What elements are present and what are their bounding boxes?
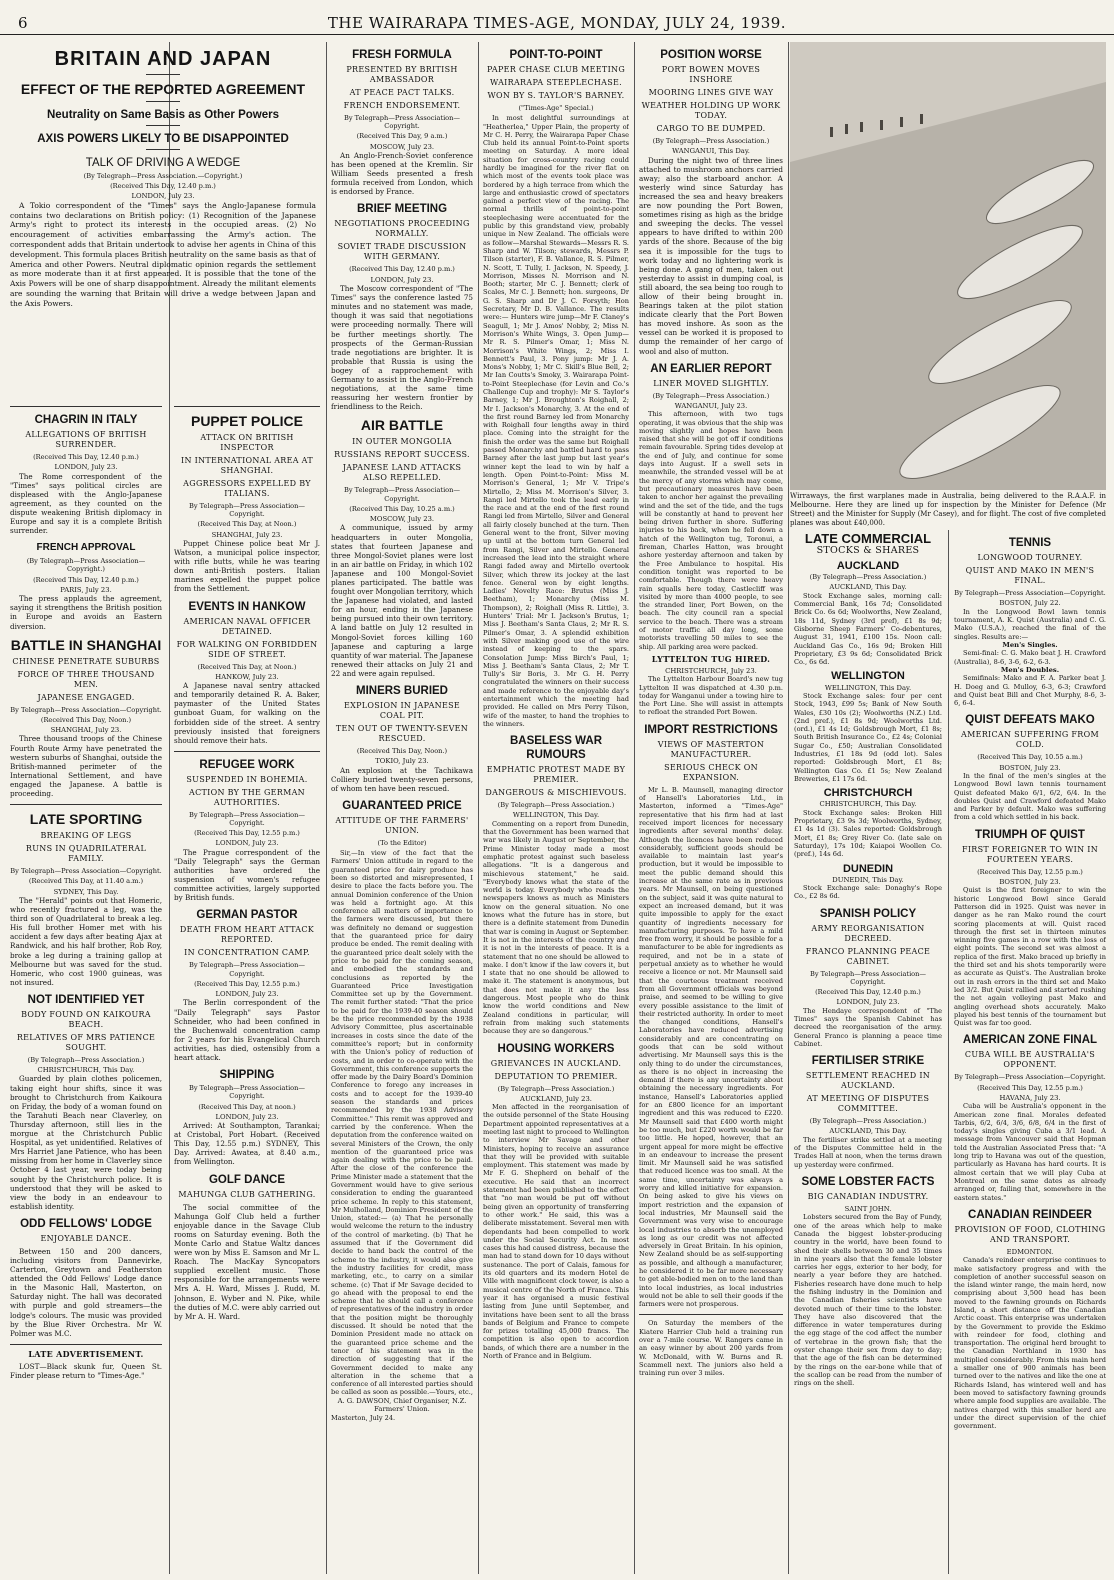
subheadline: IN CONCENTRATION CAMP. bbox=[184, 948, 310, 958]
dateline: AUCKLAND, This Day. bbox=[829, 1127, 907, 1136]
received: (Received This Day, 12.40 p.m.) bbox=[815, 988, 921, 997]
article-body: The Hendaye correspondent of "The Times" says the Spanish Cabinet has decreed the reorganisation of the army. General Franco is planning a peace time Cabinet. bbox=[794, 1006, 942, 1048]
headline: IMPORT RESTRICTIONS bbox=[644, 723, 778, 736]
dateline: SYDNEY, This Day. bbox=[53, 887, 119, 896]
photo-wirraways bbox=[790, 42, 1106, 490]
article-body: Arrived: At Southampton, Tarankai; at Cristobal, Port Hobart. (Received This Day, 12.55 p.m.) SYDNEY, This Day. Arrived: Awatea, at 8.40 a.m., from Wellington. bbox=[174, 1121, 320, 1167]
headline: AN EARLIER REPORT bbox=[650, 362, 772, 375]
column-rule bbox=[634, 42, 635, 1574]
received: (Received This Day, Noon.) bbox=[40, 715, 132, 724]
received: (Received This Day, 12.55 p.m.) bbox=[194, 829, 300, 838]
subheadline: VIEWS OF MASTERTON MANUFACTURER. bbox=[657, 739, 765, 759]
dateline: LONDON, July 23. bbox=[131, 192, 195, 201]
byline: By Telegraph—Press Association—Copyright. bbox=[189, 1084, 305, 1101]
subheadline: GRIEVANCES IN AUCKLAND. bbox=[490, 1058, 622, 1068]
subheadline: DEATH FROM HEART ATTACK REPORTED. bbox=[179, 925, 315, 945]
dateline: WELLINGTON, This Day. bbox=[512, 811, 600, 820]
article-body: Stock Exchange sales, morning call: Commercial Bank, 16s 7d; Consolidated Brick Co. 6s 6d; Woolworths, New Zealand, 18s 11d, Sydney (3rd pref), £1 8s 9d; Gisborne Sheep Farmers' Co-debentures, August 31, 1941, £100 15s. Noon call: Auckland Gas Co., 16s 9d; Broken Hill Proprietary, £3 9s 6d; Consolidated Brick Co., 6s 6d. bbox=[794, 591, 942, 667]
headline: FRENCH APPROVAL bbox=[36, 542, 136, 554]
subheadline: RUNS IN QUADRILATERAL FAMILY. bbox=[25, 844, 147, 864]
headline: GUARANTEED PRICE bbox=[342, 799, 462, 812]
headline: TRIUMPH OF QUIST bbox=[975, 828, 1085, 841]
article-body: In the final of the men's singles at the Longwood Bowl lawn tennis tournament Quist defeated Mako 6/1, 6/2, 6/4. In the doubles Quist and Crawford defeated Mako and Parker by default. Mako was suffering from a cold which settled in his back. bbox=[954, 772, 1106, 822]
subheadline: DEPUTATION TO PREMIER. bbox=[494, 1071, 618, 1081]
headline: BRITAIN AND JAPAN bbox=[54, 48, 272, 70]
headline: PUPPET POLICE bbox=[190, 413, 304, 429]
article-body: Between 150 and 200 dancers, including visitors from Dannevirke, Carterton, Greytown and Featherston attended the Odd Fellows' Lodge dance in the Masonic Hall, Masterton, on Saturday night. The hall was decorated with purple and gold streamers—the lodge's colours. The music was provided by the Blue River Orchestra. Mr W. Polmer was M.C. bbox=[10, 1246, 162, 1338]
byline: (By Telegraph—Press Association.) bbox=[652, 137, 770, 145]
headline: GERMAN PASTOR bbox=[196, 909, 298, 922]
headline: WELLINGTON bbox=[831, 670, 905, 683]
headline: ODD FELLOWS' LODGE bbox=[20, 1217, 152, 1230]
article-body: Stock Exchange sales: four per cent Stock, 1943, £99 5s; Bank of New South Wales, £30 10s (2); Woolworths (N.Z.) Ltd. (2nd pref.), £1 8s 9d; Woolworths Ltd. (ord.), £1 4s 1d; Goldsbrough Mort, £1 8s; South British Insurance Co., £2 4s; Colonial Sugar Co., £50; Australian Consolidated Industries, £1 18s 9d (odd lot). Sales reported: Goldsbrough Mort, £1 8s; Wellington Gas Co. £1 5s; New Zealand Breweries, £1 17s 6d. bbox=[794, 691, 942, 783]
subheadline: FORCE OF THREE THOUSAND MEN. bbox=[17, 669, 155, 689]
subheadline: ARMY REORGANISATION DECREED. bbox=[811, 923, 925, 943]
subheadline: NEGOTIATIONS PROCEEDING NORMALLY. bbox=[334, 219, 470, 239]
article-body: Lobsters secured from the Bay of Fundy, one of the areas which help to make Canada the biggest lobster-producing country in the world, have been found to shed their shells between 30 and 35 times in nine years also that the female lobster carries her eggs, exterior to her body, for nearly a year before they are hatched. Fisheries research have done much to help the fishing industry in the Dominion and the Canadian fisheries scientists have devoted much of their time to the lobster. They have also discovered that the difference in water temperatures during the egg stage of the cod affect the number of vertebrae in the grown fish; that the oyster change their sex from day to day; that the age of the fish can be determined by the rings on the ear-bone while that of the scallop can be read from the number of rings on the shell. bbox=[794, 1213, 942, 1388]
byline: (By Telegraph—Press Association.) bbox=[27, 1055, 145, 1064]
subheadline: BODY FOUND ON KAIKOURA BEACH. bbox=[21, 1009, 151, 1029]
subheadline: BREAKING OF LEGS bbox=[40, 831, 132, 841]
article-body: An Anglo-French-Soviet conference has been opened at the Kremlin. Sir William Seeds presented a fresh formula received from London, which is endorsed by France. bbox=[331, 151, 473, 197]
column-rule bbox=[788, 42, 789, 1574]
dateline: LONDON, July 23. bbox=[370, 275, 434, 284]
received: (Received This Day, at noon.) bbox=[198, 1102, 296, 1111]
subheadline: ENJOYABLE DANCE. bbox=[40, 1233, 132, 1243]
dateline: SAINT JOHN. bbox=[844, 1204, 892, 1213]
article-body: Three thousand troops of the Chinese Fourth Route Army have penetrated the western suburbs of Shanghai, outside the British-manned perimeter of the International Settlement, and have engaged the Japanese. A battle is proceeding. bbox=[10, 734, 162, 799]
dateline: MOSCOW, July 23. bbox=[369, 515, 435, 524]
headline: BASELESS WAR RUMOURS bbox=[509, 735, 602, 762]
dateline: WANGANUI, July 23. bbox=[674, 401, 748, 410]
received: (Received This Day, 12.55 p.m.) bbox=[194, 979, 300, 988]
headline: SOME LOBSTER FACTS bbox=[801, 1175, 935, 1188]
received: (Received This Day, 12.40 p.m.) bbox=[349, 265, 455, 274]
subheadline: LINER MOVED SLIGHTLY. bbox=[653, 378, 769, 388]
subheadline: PROVISION OF FOOD, CLOTHING AND TRANSPORT. bbox=[954, 1224, 1106, 1244]
received: (Received This Day, 12.55 p.m.) bbox=[977, 867, 1083, 876]
signature: A. G. DAWSON, Chief Organiser, N.Z. Farmers' Union. bbox=[337, 1396, 467, 1414]
dateline: MOSCOW, July 23. bbox=[369, 142, 435, 151]
subheadline: Neutrality on Same Basis as Other Powers bbox=[46, 109, 279, 121]
headline: TENNIS bbox=[1008, 537, 1052, 549]
article-body: Guarded by plain clothes policemen, taking eight hour shifts, since it was brought to Christchurch from Kaikoura on Friday, the body of a woman found on the Tarahuti Beach near Claverley, on Thursday afternoon, still lies in the morgue at the Christchurch Public Hospital, as yet unidentified. Relatives of Mrs Harriet Jane Patience, who has been missing from her home in Claverley since October 4 last year, were today being sought by the Christchurch police. It is understood that they will be asked to view the body in an endeavour to establish identity. bbox=[10, 1074, 162, 1211]
headline: GOLF DANCE bbox=[208, 1173, 286, 1186]
subheadline: CUBA WILL BE AUSTRALIA'S OPPONENT. bbox=[964, 1050, 1096, 1070]
dateline: SHANGHAI, July 23. bbox=[50, 726, 122, 735]
photo-caption: Wirraways, the first warplanes made in Australia, being delivered to the R.A.A.F. in Melbourne. Here they are lined up for inspection by the Minister for Defence (Mr Street) and the Minister for Supply (Mr Casey), and for flight. The cost of five completed planes was about £40,000. bbox=[790, 492, 1106, 527]
dateline: BOSTON, July 23. bbox=[999, 763, 1061, 772]
dateline: TOKIO, July 23. bbox=[375, 757, 429, 766]
dateline: Masterton, July 24. bbox=[331, 1413, 396, 1422]
headline: AMERICAN ZONE FINAL bbox=[962, 1034, 1098, 1047]
subheadline: AMERICAN SUFFERING FROM COLD. bbox=[961, 730, 1099, 750]
byline: By Telegraph—Press Association—Copyright. bbox=[189, 502, 305, 519]
article-body: An explosion at the Tachikawa Colliery buried twenty-seven persons, of whom ten have been rescued. bbox=[331, 765, 473, 793]
byline: (By Telegraph—Press Association.) bbox=[497, 801, 615, 810]
headline: POSITION WORSE bbox=[660, 49, 762, 61]
column-rule bbox=[478, 42, 479, 1574]
subheadline: ACTION BY THE GERMAN AUTHORITIES. bbox=[189, 787, 305, 807]
dateline: HAVANA, July 23. bbox=[999, 1093, 1061, 1102]
headline: CHRISTCHURCH bbox=[823, 787, 913, 800]
headline: SHIPPING bbox=[219, 1069, 275, 1082]
headline: DUNEDIN bbox=[842, 862, 894, 875]
subheadline: MOORING LINES GIVE WAY bbox=[648, 88, 774, 97]
article-body: In the Longwood Bowl lawn tennis tournament, A. K. Quist (Australia) and C. G. Mako (U.S.A.), reached the final of the singles. Results are:— bbox=[954, 607, 1106, 641]
column-4 bbox=[483, 42, 629, 1574]
byline: (By Telegraph—Press Association.—Copyright.) bbox=[83, 172, 243, 180]
received: (Received This Day, 10.25 a.m.) bbox=[349, 504, 455, 513]
article-body: LOST—Black skunk fur, Queen St. Finder please return to "Times-Age." bbox=[10, 1361, 162, 1380]
subheadline: LONGWOOD TOURNEY. bbox=[977, 553, 1083, 562]
column-rule bbox=[326, 42, 327, 1574]
subheadline: TALK OF DRIVING A WEDGE bbox=[85, 157, 241, 169]
subheadline: WEATHER HOLDING UP WORK TODAY. bbox=[641, 101, 781, 120]
article-body: Sir,—In view of the fact that the Farmers' Union attitude in regard to the guaranteed price for dairy produce has been so distorted and misrepresented, I desire to place the facts before you. The annual Dominion conference of the Union was held a fortnight ago. At this conference all matters of importance to the farmers were discussed, but there was definitely no demand or suggestion that the guaranteed price for dairy produce be ended. The remit dealing with the guaranteed price dealt solely with the price to be paid for the coming season, and embodied the standards and conclusions as reported by the Guaranteed Price Investigation Committee set up by the Government. The remit further stated: "That the price to be paid for the 1939-40 season should be the price recommended by the 1938 Advisory Committee, plus ascertainable increases in costs since the date of the committee's report; but in conformity with the Union's policy of reduction of costs, and in order to co-operate with the Government, this conference supports the offer made by the Dairy Board's Dominion Conference to forego any increases in costs and to accept for the 1939-40 season the standards and prices recommended by the 1938 Advisory Committee." This remit was approved and carried by the conference. When the deputation from the conference waited on several Ministers of the Crown, the only mention of the guaranteed price was again dealing with the price to be paid. After the close of the conference the Prime Minister made a statement that the Government would have to give serious consideration to ending the guaranteed price scheme. In reply to this statement, Mr Mulholland, Dominion President of the Union, stated:— (a) That he personally would welcome the return to the industry of the control of marketing. (b) That he assumed that if the Government did decide to hand back the control of the scheme to the industry, it would also give the industry facilities for credit, mass marketing, etc., to carry on a similar scheme. (c) That if Mr Savage decided to go ahead with the proposal to end the scheme that he should call a conference of representatives of the industry in order that the position might be thoroughly discussed. It should be noted that the Dominion President made no attack on the guaranteed price scheme and the tenor of his statement was in the direction of suggesting that if the Government decided to make any alteration in the scheme that a conference of all interested parties should be called as soon as possible.—Yours, etc., bbox=[331, 849, 473, 1397]
dateline: WELLINGTON, This Day. bbox=[824, 683, 912, 692]
article-body: This afternoon, with two tugs operating, it was obvious that the ship was moving slightly and hopes have been raised that she will be got off if conditions remain favourable. Spring tides develop at the end of July, and continue for some days into August. If a swell sets in meanwhile, the stranded vessel will be at the mercy of any storms which may come, but precautionary measures have been taken to anchor her against the prevailing wind and the set of the tide, and the tugs will be constantly at hand to prevent her being driven further in shore. Suffering injuries to his back, when he fell down a hatch of the Wellington tug, Toronui, a fireman, Charles Hatton, was brought ashore yesterday afternoon and taken by the Free Ambulance to hospital. His condition tonight was reported to be comfortable. Though there were heavy rain squalls here today, Castlecliff was visited by more than 4000 people, to see the stranded liner, Port Bowen, on the beach. The city council ran a special service to the beach. There was a stream of motor traffic all day long, some motorists travelling 50 miles to see the ship. All parking area were packed. bbox=[639, 410, 783, 651]
received: (Received This Day, 9 a.m.) bbox=[356, 132, 448, 141]
dateline: EDMONTON. bbox=[1006, 1247, 1054, 1256]
subheadline: IN OUTER MONGOLIA bbox=[352, 437, 452, 447]
article-body: In most delightful surroundings at "Heatherlea," Upper Plain, the property of Mr C. H. Perry, the Wairarapa Paper Chase Club held its annual Point-to-Point sports meeting on Saturday. A more ideal situation for cross-country racing could hardly be imagined for the river flat on which most of the events took place was bordered by a high terrace from which the large and enthusiastic crowd of spectators gained a perfect view of the racing. The normal thrills of point-to-point steeplechasing were accentuated for the public by this grandstand view, probably unique in New Zealand. The officials were as follow—Marshal Stewards—Messrs R. S. Sharp and W. Tilson; stewards, Messrs P. Tilson (starter), F. B. Vallance, R. S. Pilmer, N. Scott, T. Tully, I. Jackson, N. Speedy, J. Morrison, Misses N. Morrison and N. Booth; starter, Mr C. J. Bennett; clerk of Scales, Mr C. J. Bennett; hon. surgeons, Dr G. S. Sharp and Dr J. C. Forsyth; Hon Secretary, Mr D. B. Vallance. The results were:— Hunters wire jump—Mr F. Claney's Seagull, 1; Mr J. Amos' Nobby, 2; Miss N. Morrison's White Wings, 3. Open Jump—Mr R. S. Pilmer's Omar, 1; Miss N. Morrison's White Wings, 2; Miss I. Bennett's Paul, 3. Pony jump: Mr J. A. Mons's Nobby, 1; Mr C. Skill's Blue Bell, 2; Mr Ian Coutts's Smoky, 3. Wairarapa Point-to-Point Steeplechase (for Levin and Co.'s Challenge Cup and trophy): Mr S. Taylor's Barney, 1; Mr J. Broughton's Roighall, 2; Mr I. Jackson's Monarchy, 3. At the end of the first round Barney led from Monarchy with Roighall four lengths away in third place. Coming into the straight for the finish the order was the same but Roighall passed Monarchy and battled hard to pass Barney after the last jump but last year's winner kept the lead to win by half a length. Open Point-to-Point: Miss M. Morrison's General, 1; Mr V. Tripe's Mirtello, 2; Miss M. Morrison's Silver, 3. Rangi led Mirtello took the lead early in the race and at the end of the first round Rangi led from Mirtello, Silver and General all fairly closely bunched at the turn. Then General went to the front, Silver moving up until at the bottom turn General led from Rangi, Silver and Mirtello. General increased the lead into the straight where Rangi faded away and Mirtello overtook Silver, which threw its jockey at the last fence. General won by eight lengths. Ladies' Novelty Race: Brutus (Miss J. Beetham), 1; Monarchy (Miss M. Thompson), 2; Roighall (Miss R. Little), 3. Hunters' Trial: Mr I. Jackson's Brutus, 1; Miss J. Beetham's Santa Claus, 2; Mr R. S. Pilmer's Omar, 3. A splendid exhibition with Silver making good use of the wire instead of keeping to the spars. Consolation Jump: Miss Birch's Paul, 1; Miss J. Beetham's Santa Claus, 2; Mr T. Tully's Sir Boris, 3. Mr G. H. Perry congratulated the winners on their success and made reference to the enjoyable day's entertainment which the meeting had provided. He called on Mrs Perry Tilson, wife of the master, to hand the trophies to the winners. bbox=[483, 114, 629, 728]
subheadline: EXPLOSION IN JAPANESE COAL PIT. bbox=[343, 701, 461, 721]
headline: EFFECT OF THE REPORTED AGREEMENT bbox=[20, 81, 306, 97]
subheadline: TEN OUT OF TWENTY-SEVEN RESCUED. bbox=[335, 724, 469, 744]
article-britain-japan bbox=[10, 42, 316, 392]
headline: POINT-TO-POINT bbox=[509, 49, 603, 61]
dateline: AUCKLAND, This Day. bbox=[829, 583, 907, 592]
dateline: LONDON, July 23. bbox=[215, 839, 279, 848]
article-body: Puppet Chinese police beat Mr J. Watson, a municipal police inspector, with rifle butts, while he was tearing down anti-British posters. Italian marines expelled the puppet police from the Settlement. bbox=[174, 539, 320, 594]
byline: By Telegraph—Press Association—Copyright. bbox=[344, 114, 460, 131]
column-3 bbox=[331, 42, 473, 1574]
headline: REFUGEE WORK bbox=[199, 758, 295, 771]
received: (Received This Day, 12.40 p.m.) bbox=[110, 182, 216, 191]
subheadline: JAPANESE LAND ATTACKS ALSO REPELLED. bbox=[342, 463, 462, 483]
subheadline: BIG CANADIAN INDUSTRY. bbox=[807, 1191, 929, 1201]
subheadline: PRESENTED BY BRITISH AMBASSADOR bbox=[346, 65, 458, 84]
article-body: The Lyttelton Harbour Board's new tug Lyttelton II was dispatched at 4.30 p.m. today for Wanganui under a towing hire to the Port Line. She will assist in attempts to refloat the stranded Port Bowen. bbox=[639, 675, 783, 717]
article-body: Stock Exchange sale: Donaghy's Rope Co., £2 8s 6d. bbox=[794, 884, 942, 901]
dateline: BOSTON, July 22. bbox=[999, 599, 1061, 608]
article-body: A communique, issued by army headquarters in outer Mongolia, states that fourteen Japanese and three Mongol-Soviet planes were lost in an air battle on Friday, in which 102 Japanese and 100 Mongol-Soviet planes participated. The battle was fought over Mongolian territory, which the Japanese had violated, and lasted for an hour, ending in the Japanese being pursued into their own territory. A land battle on July 12 resulted in Mongol-Soviet forces killing 160 Japanese and capturing a large quantity of war material. The Japanese renewed their attacks on July 21 and 22 and were again repulsed. bbox=[331, 523, 473, 678]
headline: EVENTS IN HANKOW bbox=[188, 600, 306, 613]
column-rule bbox=[948, 530, 949, 1574]
dateline: CHRISTCHURCH, July 23. bbox=[665, 666, 757, 675]
byline: By Telegraph—Press Association—Copyright. bbox=[189, 961, 305, 978]
byline: By Telegraph—Press Association—Copyright. bbox=[10, 867, 162, 876]
headline: BATTLE IN SHANGHAI bbox=[10, 636, 162, 653]
article-body: On Saturday the members of the Kiatere Harrier Club held a training run over a 7-mile course. W. Rangers came in an easy winner by about 200 yards from W. McDonald, with W. Burns and R. Scammell next. The juniors also held a training run over 3 miles. bbox=[639, 1319, 783, 1378]
article-body: Quist is the first foreigner to win the historic Longwood Bowl since Gerald Patterson did in 1925. Quist was never in danger as he ran Mako round the court scoring placements at will. Quist raced through the first set in thirteen minutes winning five games in a row with the loss of eight points. The second set was almost a replica of the first. Mako braced up briefly in the third set and his shots temporarily were as accurate as Quist's. The Australian broke out in rash errors in the third set and Mako led 3/2. But Quist rallied and started rushing the net again volleying past Mako and angling overhead shots accurately. Mako played his best tennis of the tournament but Quist was far too good. bbox=[954, 886, 1106, 1028]
subheadline: FRANCO PLANNING PEACE CABINET. bbox=[805, 946, 931, 966]
received: (Received This Day, Noon.) bbox=[356, 747, 448, 756]
headline: FRESH FORMULA bbox=[352, 49, 452, 61]
article-body: Stock Exchange sales: Broken Hill Proprietary, £3 9s 3d; Woolworths, Sydney, £1 4s 1d (3). Sales reported: Goldsbrough Mort, £1 8s; Grey River Co. (late sale on Saturday), 17s 10d; Kaiapoi Woollen Co. (pref.), 14s 6d. bbox=[794, 808, 942, 859]
dateline: HANKOW, July 23. bbox=[215, 672, 279, 681]
received: (Received This Day, at Noon.) bbox=[197, 662, 297, 671]
byline: (By Telegraph—Press Association—Copyright.) bbox=[26, 557, 146, 574]
subheadline: FOR WALKING ON FORBIDDEN SIDE OF STREET. bbox=[176, 639, 318, 659]
headline: HOUSING WORKERS bbox=[497, 1042, 615, 1055]
subheadline: ATTACK ON BRITISH INSPECTOR bbox=[200, 433, 294, 452]
subheadline: CARGO TO BE DUMPED. bbox=[656, 124, 766, 133]
article-body: The Moscow correspondent of "The Times" says the conference lasted 75 minutes and no statement was made, though it was said that negotiations were proceeding normally. There will be further meetings shortly. The prospects of the German-Russian trade negotiations are brighter. It is probable that Russia is using the bogey of a rapprochement with Germany to assist in the Anglo-French negotiations, at the same time reassuring her western frontier by friendliness to the Reich. bbox=[331, 284, 473, 412]
subheadline: SOVIET TRADE DISCUSSION WITH GERMANY. bbox=[337, 242, 467, 262]
dateline: BOSTON, July 23. bbox=[999, 877, 1061, 886]
column-2 bbox=[174, 400, 320, 1574]
dateline: CHRISTCHURCH, This Day. bbox=[37, 1066, 135, 1075]
subheadline: RUSSIANS REPORT SUCCESS. bbox=[334, 450, 470, 460]
article-body: The press applauds the agreement, saying it strengthens the British position in Europe and avoids an Eastern diversion. bbox=[10, 594, 162, 631]
aircraft-photo-icon bbox=[790, 42, 1106, 490]
subheadline: FRENCH ENDORSEMENT. bbox=[343, 101, 461, 110]
headline: FERTILISER STRIKE bbox=[811, 1055, 925, 1068]
headline: AUCKLAND bbox=[836, 560, 900, 573]
article-body: Semi-final: C. G. Mako beat J. H. Crawford (Australia), 8-6, 3-6, 6-2, 6-3. bbox=[954, 649, 1106, 666]
byline: (By Telegraph—Press Association.) bbox=[497, 1084, 615, 1093]
article-body: The Berlin correspondent of the "Daily Telegraph" says Pastor Schneider, who had been confined in the Buchenwald concentration camp for 2 years for his Evangelical Church activities, has died, ostensibly from a heart attack. bbox=[174, 998, 320, 1062]
to-editor: (To the Editor) bbox=[377, 838, 427, 847]
subheadline: SUSPENDED IN BOHEMIA. bbox=[186, 774, 308, 784]
subheadline: ATTITUDE OF THE FARMERS' UNION. bbox=[335, 815, 469, 835]
subheadline: ALLEGATIONS OF BRITISH SURRENDER. bbox=[25, 430, 147, 449]
received: (Received This Day, 10.55 a.m.) bbox=[977, 753, 1083, 762]
subheadline: SERIOUS CHECK ON EXPANSION. bbox=[664, 762, 758, 782]
masthead bbox=[0, 8, 1114, 35]
subheadline: FIRST FOREIGNER TO WIN IN FOURTEEN YEARS. bbox=[961, 844, 1099, 864]
article-body: A Japanese naval sentry attacked and temporarily detained R. A. Baker, paymaster of the United States gunboat Guam, for walking on the forbidden side of the street. A sentry previously insisted that foreigners should remove their hats. bbox=[174, 681, 320, 745]
headline: LATE SPORTING bbox=[29, 811, 143, 828]
subheadline: AT PEACE PACT TALKS. bbox=[349, 88, 455, 97]
dateline: LONDON, July 23. bbox=[215, 1112, 279, 1121]
byline: (By Telegraph—Press Association.) bbox=[809, 1117, 927, 1126]
article-body: The fertiliser strike settled at a meeting of the Disputes Committee held in the Trades Hall at noon, when the terms drawn up yesterday were confirmed. bbox=[794, 1135, 942, 1169]
newspaper-title: THE WAIRARAPA TIMES-AGE, MONDAY, JULY 24, 1939. bbox=[327, 14, 787, 32]
byline: By Telegraph—Press Association—Copyright. bbox=[810, 969, 926, 986]
subheadline: PAPER CHASE CLUB MEETING bbox=[486, 65, 626, 74]
article-body: The social committee of the Mahunga Golf Club held a further enjoyable dance in the Savage Club rooms on Saturday evening. Both the Monte Carlo and Statue Waltz dances were won by Miss E. Samson and Mr L. Roach. The MacKay Syncopators supplied excellent music. Those responsible for the arrangements were Mrs A. H. Ward, Misses J. Rudd, M. Johnson, E. Wyber and N. Pike, while the duties of M.C. were ably carried out by Mr A. H. Ward. bbox=[174, 1202, 320, 1321]
dateline: CHRISTCHURCH, This Day. bbox=[819, 800, 917, 809]
subheadline: SETTLEMENT REACHED IN AUCKLAND. bbox=[805, 1071, 931, 1091]
subheadline: QUIST AND MAKO IN MEN'S FINAL. bbox=[965, 566, 1095, 585]
received: (Received This Day, at 11.40 a.m.) bbox=[28, 877, 144, 886]
dateline: AUCKLAND, July 23. bbox=[520, 1094, 592, 1103]
subheadline: PORT BOWEN MOVES INSHORE bbox=[661, 65, 761, 84]
dateline: LONDON, July 23. bbox=[836, 998, 900, 1007]
subheadline: STOCKS & SHARES bbox=[816, 545, 920, 557]
subheadline: MAHUNGA CLUB GATHERING. bbox=[178, 1189, 316, 1199]
dateline: LONDON, July 23. bbox=[215, 990, 279, 999]
received: (Received This Day, 12.40 p.m.) bbox=[33, 453, 139, 461]
article-body: Semifinals: Mako and F. A. Parker beat J. H. Doeg and G. Mulloy, 6-3, 6-3; Crawford and Quist beat Bill and Chet Murphy, 8-6, 3-6, 6-4. bbox=[954, 674, 1106, 708]
byline: By Telegraph—Press Association—Copyright. bbox=[954, 1073, 1106, 1082]
headline: AIR BATTLE bbox=[360, 417, 444, 434]
subheadline: AGGRESSORS EXPELLED BY ITALIANS. bbox=[183, 479, 311, 498]
headline: CHAGRIN IN ITALY bbox=[34, 414, 138, 426]
received: (Received This Day, 12.55 p.m.) bbox=[977, 1083, 1083, 1092]
dateline: WANGANUI, This Day. bbox=[672, 147, 750, 156]
headline: CANADIAN REINDEER bbox=[968, 1208, 1092, 1221]
article-body: A Tokio correspondent of the "Times" says the Anglo-Japanese formula contains two declarations on British policy: (1) Recognition of the Japanese Army's right to protect its interests in the occupied areas. (2) No encouragement of activities embarrassing the Army's action. The correspondent adds that Britain undertook to advise her agents in China of this development. This formula places British neutrality on the same basis as that of America and other Powers. Neutral diplomatic opinion regards the settlement as more moderate than it at first appeared. It is possible that the tone of the Axis Powers will be one of sharp disappointment. Already the militant elements are sounding the warning that Britain will drive a wedge between Japan and the Axis Powers. bbox=[10, 200, 316, 308]
article-body: During the night two of three lines attached to mushroom anchors carried away; also the starboard anchor. A westerly wind since Saturday has increased the sea and heavy breakers are now pounding the Port Bowen, sometimes rising as high as the bridge and sweeping the decks. The vessel appears to have drifted to within 200 yards of the shore. Because of the big sea it is impossible for the tugs to work today and no lightering work is being done. A gang of men, taken out yesterday to assist in dumping coal, is still aboard, the sea being too rough to allow of their being brought in. Bearings taken at the pilot station indicate clearly that the Port Bowen has moved inshore. As soon as the vessel can be worked it is proposed to dump the remainder of her cargo of wool and also of mutton. bbox=[639, 155, 783, 356]
subheadline: JAPANESE ENGAGED. bbox=[37, 692, 135, 702]
headline: QUIST DEFEATS MAKO bbox=[965, 714, 1095, 727]
subheadline: Men's Doubles. bbox=[1000, 665, 1060, 674]
article-body: The Rome correspondent of the "Times" says political circles are displeased with the Anglo-Japanese agreement, as they counted on the dispute weakening British diplomacy in Europe and say it is a complete British surrender. bbox=[10, 471, 162, 536]
subheadline: WON BY S. TAYLOR'S BARNEY. bbox=[487, 91, 625, 100]
byline: (By Telegraph—Press Association.) bbox=[652, 391, 770, 400]
received: (Received This Day, 12.40 p.m.) bbox=[33, 575, 139, 584]
dateline: LONDON, July 23. bbox=[54, 463, 118, 472]
subheadline: Men's Singles. bbox=[1002, 640, 1058, 649]
column-1 bbox=[10, 400, 162, 1574]
headline: LYTTELTON TUG HIRED. bbox=[651, 653, 771, 664]
column-7 bbox=[954, 530, 1106, 1574]
subheadline: AT MEETING OF DISPUTES COMMITTEE. bbox=[806, 1094, 930, 1114]
subheadline: IN INTERNATIONAL AREA AT SHANGHAI. bbox=[181, 456, 313, 475]
headline: BRIEF MEETING bbox=[356, 203, 448, 216]
subheadline: AXIS POWERS LIKELY TO BE DISAPPOINTED bbox=[37, 133, 289, 145]
headline: SPANISH POLICY bbox=[819, 907, 917, 920]
article-body: The Prague correspondent of the "Daily Telegraph" says the German authorities have ordered the suspension of women's refugee committee activities, largely supported by British funds. bbox=[174, 847, 320, 903]
received: (Received This Day, at Noon.) bbox=[197, 520, 297, 529]
article-body: Cuba will be Australia's opponent in the American zone final. Morales defeated Tarbis, 6/2, 6/4, 3/6, 6/8, 6/4 in the first of today's singles giving Cuba a 3/1 lead. A message from Vancouver said that Hopman told the Australian Associated Press that: "A long trip to Havana was out of the question, particularly as Havana has hard courts. It is almost certain that we will play Cuba at Montreal on the same dates as already arranged or, failing that, somewhere in the eastern states." bbox=[954, 1102, 1106, 1202]
headline: MINERS BURIED bbox=[355, 685, 448, 698]
article-body: Canada's reindeer enterprise continues to make satisfactory progress and with the completion of another successful season on the island winter range, the main herd, now comprising about 3,500 head has been moved to the fawning grounds on Richards Island, a short distance off the Canadian Arctic coast. This enterprise was undertaken by the Government to provide the Eskimo with reindeer for food, clothing and transportation. The original herd brought to the Canadian Northland in 1930 has multiplied considerably. From this main herd a smaller one of 900 animals has been turned over to the natives and like the one at Richards Island, has wintered well and has been moved to satisfactory fawning grounds where ample food supplies are available. The natives charged with this smaller herd are under the direct supervision of the chief government. bbox=[954, 1256, 1106, 1431]
subheadline: EMPHATIC PROTEST MADE BY PREMIER. bbox=[486, 765, 626, 785]
byline: (By Telegraph—Press Association.) bbox=[809, 573, 927, 582]
subheadline: RELATIVES OF MRS PATIENCE SOUGHT. bbox=[16, 1032, 156, 1052]
headline: NOT IDENTIFIED YET bbox=[27, 993, 145, 1006]
article-body: Mr L. B. Maunsell, managing director of Hansell's Laboratories Ltd., in Masterton, informed a "Times-Age" representative that his firm had at last received import licences for necessary ingredients after several months' delay. Although the licences have been reduced considerably, sufficient goods should be available to maintain last year's production, but it would be impossible to meet the public demand should this increase at the same rate as in previous years. Mr Maunsell, on being questioned on the subject, said it was quite natural to expect an increased demand, but it was quite impossible to apply for the exact quantity of ingredients necessary for manufacturing purposes. To have a mild free from worry, it should be possible for a manufacturer to be able for ingredients as required, and not be in a state of perpetual anxiety as to whether he would receive a licence or not. Mr Maunsell said that the courteous treatment received from all Government officials was beyond praise, and seemed to be willing to give every possible assistance to the limit of their restricted authority. In order to meet the changed conditions, Hansell's Laboratories have reduced advertising considerably and are concentrating on goods that can be sold without advertising. Mr Maunsell says this is the only thing to do under the circumstances, as there is no object in increasing the demand if there is any uncertainty about obtaining the necessary ingredients. For instance, Hansell's Laboratories applied for an £800 licence for an important ingredient and this was reduced to £220. Mr Maunsell said that £400 worth might be too much, but £220 worth would be far too little. He hoped, however, that an urgent appeal for more might be effective in an endeavour to increase the present limit. Mr Maunsell said he was satisfied that reduced licence was too small. At the same time, uncertainty was always a worry and killed initiative for expansion. On being asked to give his views on import restriction and the expansion of local industries, Mr Maunsell said the Government was very wise to encourage local industries to absorb the unemployed as long as our credit was not affected adversely in Great Britain. In his opinion, New Zealand should be as self-supporting as possible, and although a manufacturer, he considered it to be far more necessary to get able-bodied men on to the land than into local industries, as local industries would not be able to sell their goods if the farmers were not prosperous. bbox=[639, 785, 783, 1309]
column-5 bbox=[639, 42, 783, 1574]
subheadline: CHINESE PENETRATE SUBURBS bbox=[12, 656, 160, 666]
byline: By Telegraph—Press Association—Copyright. bbox=[189, 810, 305, 828]
article-body: Commenting on a report from Dunedin, that the Government has been warned that war was likely in August or September, the Prime Minister today made a most emphatic protest against such baseless allegations. "It is a dangerous and mischievous statement," he said. "Everybody knows what the state of the world is today. Everybody who reads the newspapers knows as much as Ministers know on the general situation. No one knows what the future has in store, but there is a definite statement from Dunedin that war is coming in August or September. It is not in the interests of the country and it is not in the interests of peace. It is a statement that no one should be allowed to make. I don't know if the law covers it, but I state that no one should be allowed to make it. The statement is anonymous, but that does not make it any the less dangerous. Most people who do think know the world conditions and New Zealand conditions in particular, will refrain from making such statements because they are so dangerous." bbox=[483, 819, 629, 1036]
byline: By Telegraph—Press Association—Copyright. bbox=[954, 589, 1106, 597]
article-body: The "Herald" points out that Homeric, who recently fractured a leg, was the third son of Quadrilateral to break a leg. His full brother Homer met with his accident a few days after beating Ajax at Randwick, and his half brother, Rob Roy, broke a leg during a training gallop at Melbourne but was saved for the stud. Homeric, who cost 1900 guineas, was not insured. bbox=[10, 895, 162, 987]
subheadline: AMERICAN NAVAL OFFICER DETAINED. bbox=[183, 616, 311, 636]
byline: By Telegraph—Press Association—Copyright. bbox=[344, 486, 460, 503]
page-number: 6 bbox=[18, 14, 28, 32]
dateline: PARIS, July 23. bbox=[60, 585, 112, 594]
subheadline: WAIRARAPA STEEPLECHASE. bbox=[489, 78, 622, 87]
column-6 bbox=[794, 530, 942, 1574]
dateline: SHANGHAI, July 23. bbox=[211, 530, 283, 539]
section-title: LATE COMMERCIAL bbox=[804, 531, 932, 546]
byline: By Telegraph—Press Association—Copyright. bbox=[10, 705, 162, 714]
dateline: DUNEDIN, This Day. bbox=[832, 875, 904, 884]
byline: ("Times-Age" Special.) bbox=[518, 104, 594, 112]
subheadline: DANGEROUS & MISCHIEVOUS. bbox=[485, 788, 627, 798]
headline: LATE ADVERTISEMENT. bbox=[28, 1348, 144, 1359]
article-body: Men affected in the reorganisation of the outside personnel of the State Housing Department appointed representatives at a meeting last night to proceed to Wellington to interview Mr Savage and other Ministers, hoping to receive an assurance that they will be provided with suitable employment. This statement was made by Mr F. G. Shepherd on behalf of the executive. He said that an incorrect statement had been published to the effect that "no man would be put off without being given an opportunity of transferring to other work." He said, this was a deliberate misstatement. Several men with dependants had been compelled to work under the Social Security Act. In most cases this had caused distress, because the man had to stand down for 10 days without sustenance. The port of Calais, famous for its old quarters and its modern Hotel de Ville with magnificent clock tower, is also a musical centre of the North of France. This year it has organised a music festival lasting from June until September, and invitations have been sent to all the brass bands of Belgium and France to compete for prizes totalling 45,000 francs. The competition is also open to accordion bands, of which there are a number in the North of France and in Belgium. bbox=[483, 1103, 629, 1361]
